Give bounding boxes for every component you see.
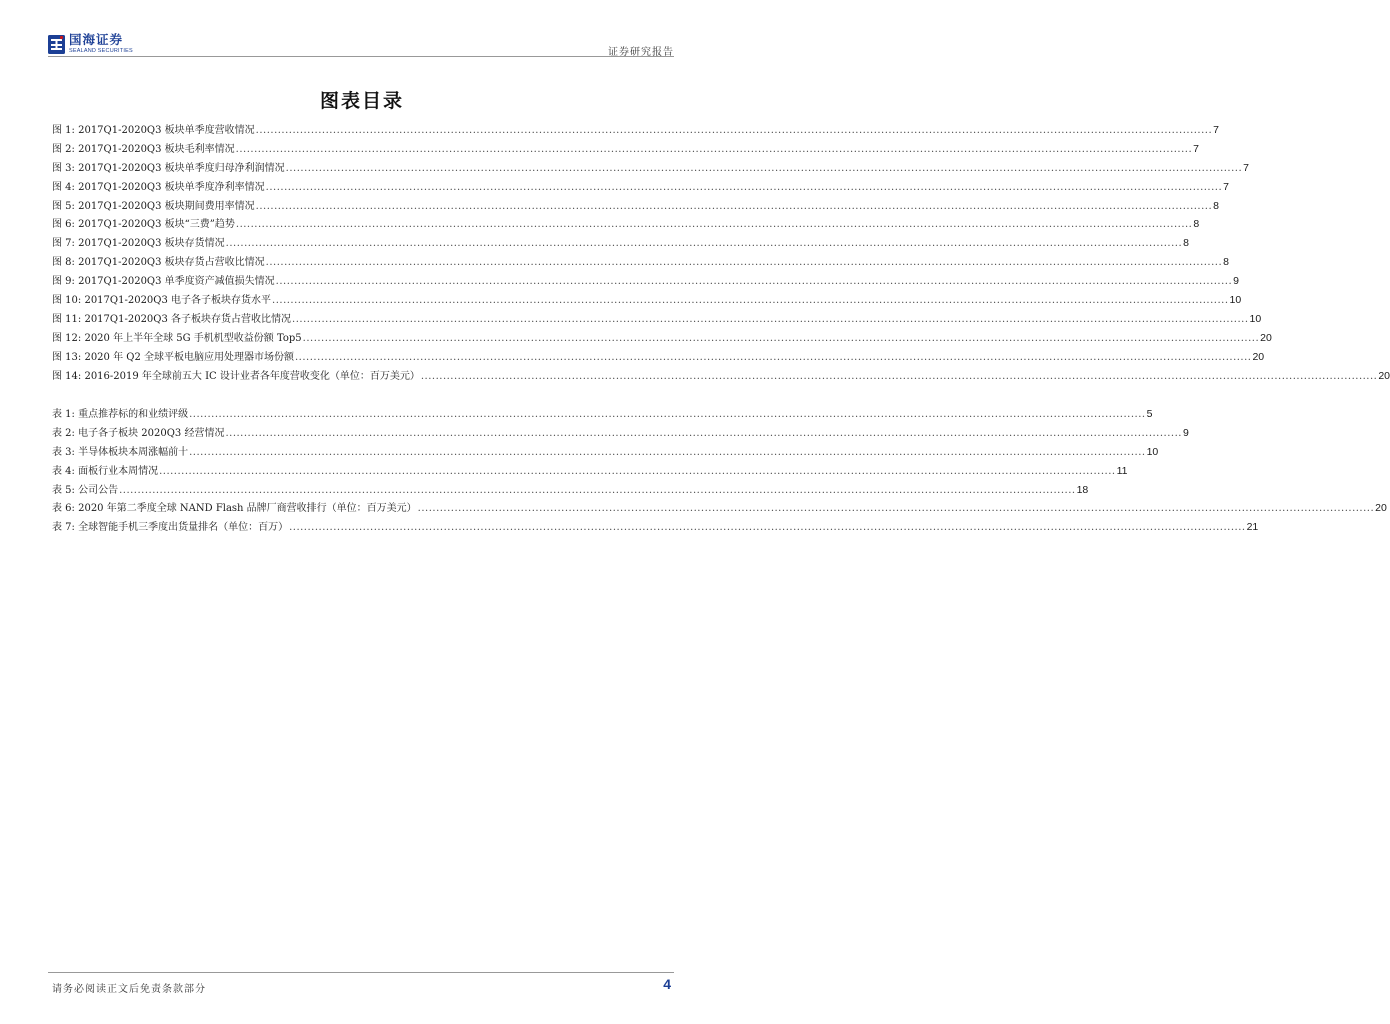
dot-leader: .................................................................................................................................................................................................................................................................... xyxy=(225,427,1182,439)
toc-entry-label: 表 7: 全球智能手机三季度出货量排名（单位：百万） xyxy=(52,522,289,534)
toc-entry-page: 20 xyxy=(1260,331,1272,344)
toc-entry-page: 10 xyxy=(1249,312,1262,325)
toc-entry-page: 11 xyxy=(1116,464,1128,477)
table-toc-entry[interactable] xyxy=(52,481,1089,500)
figure-toc-entry[interactable] xyxy=(52,197,1219,216)
logo-english-name: SEALAND SECURITIES xyxy=(69,47,133,54)
toc-entry-page: 8 xyxy=(1223,256,1229,269)
toc-entry-label: 图 5: 2017Q1-2020Q3 板块期间费用率情况 xyxy=(52,200,255,212)
dot-leader: .................................................................................................................................................................................................................................................................... xyxy=(159,465,1116,477)
page-number: 4 xyxy=(663,976,671,992)
table-toc-entry[interactable] xyxy=(52,518,1259,537)
figure-toc-entry[interactable] xyxy=(52,253,1229,272)
figure-toc-entry[interactable] xyxy=(52,291,1242,310)
page-header xyxy=(48,30,674,58)
report-type-label: 证券研究报告 xyxy=(608,47,674,58)
table-toc-entry[interactable] xyxy=(52,499,1387,518)
figure-toc-entry[interactable] xyxy=(52,234,1189,253)
figure-toc-entry[interactable] xyxy=(52,310,1262,329)
logo-chinese-name: 国海证券 xyxy=(69,32,124,47)
toc-entry-page: 7 xyxy=(1213,124,1219,136)
toc-entry-label: 图 1: 2017Q1-2020Q3 板块单季度营收情况 xyxy=(52,125,255,136)
toc-entry-label: 表 1: 重点推荐标的和业绩评级 xyxy=(52,409,189,420)
figure-toc-entry[interactable] xyxy=(52,178,1229,197)
figure-toc-entry[interactable] xyxy=(52,140,1199,159)
toc-entry-page: 7 xyxy=(1193,142,1199,155)
toc-entry-label: 图 6: 2017Q1-2020Q3 板块“三费”趋势 xyxy=(52,219,235,231)
toc-entry-page: 9 xyxy=(1233,275,1239,288)
toc-entry-page: 10 xyxy=(1146,445,1159,458)
figure-toc-entry[interactable] xyxy=(52,348,1265,367)
disclaimer-note: 请务必阅读正文后免责条款部分 xyxy=(52,984,206,995)
figure-toc-entry[interactable] xyxy=(52,329,1272,348)
dot-leader: .................................................................................................................................................................................................................................................................... xyxy=(275,276,1233,288)
dot-leader: .................................................................................................................................................................................................................................................................... xyxy=(420,370,1378,382)
toc-entry-page: 20 xyxy=(1378,369,1390,382)
toc-entry-page: 7 xyxy=(1243,161,1249,174)
toc-entry-page: 10 xyxy=(1229,294,1242,307)
toc-entry-page: 7 xyxy=(1223,180,1229,193)
table-toc-entry[interactable] xyxy=(52,424,1189,443)
toc-entry-label: 图 14: 2016-2019 年全球前五大 IC 设计业者各年度营收变化（单位：百万美元） xyxy=(52,370,420,382)
toc-entry-label: 图 10: 2017Q1-2020Q3 电子各子板块存货水平 xyxy=(52,295,272,307)
dot-leader: .................................................................................................................................................................................................................................................................... xyxy=(285,162,1243,174)
company-logo xyxy=(48,34,133,54)
toc-entry-page: 18 xyxy=(1076,483,1089,496)
dot-leader: .................................................................................................................................................................................................................................................................... xyxy=(265,257,1223,269)
figure-toc-entry[interactable] xyxy=(52,215,1200,234)
toc-entry-label: 图 9: 2017Q1-2020Q3 单季度资产减值损失情况 xyxy=(52,276,275,288)
table-toc-entry[interactable] xyxy=(52,462,1128,481)
toc-entry-page: 9 xyxy=(1182,426,1189,439)
figure-toc-entry[interactable] xyxy=(52,367,1390,386)
table-toc-entry[interactable] xyxy=(52,405,1153,424)
dot-leader: .................................................................................................................................................................................................................................................................... xyxy=(235,219,1193,231)
page-title: 图表目录 xyxy=(319,90,404,112)
dot-leader: .................................................................................................................................................................................................................................................................... xyxy=(292,313,1249,325)
dot-leader: .................................................................................................................................................................................................................................................................... xyxy=(272,295,1229,307)
dot-leader: .................................................................................................................................................................................................................................................................... xyxy=(189,446,1146,458)
toc-entry-page: 5 xyxy=(1146,408,1153,420)
figure-toc-entry[interactable] xyxy=(52,121,1219,140)
dot-leader: .................................................................................................................................................................................................................................................................... xyxy=(255,125,1213,136)
figure-list xyxy=(52,121,1390,385)
toc-entry-label: 图 7: 2017Q1-2020Q3 板块存货情况 xyxy=(52,238,225,250)
dot-leader: .................................................................................................................................................................................................................................................................... xyxy=(235,143,1193,155)
toc-entry-label: 表 5: 公司公告 xyxy=(52,484,119,496)
dot-leader: .................................................................................................................................................................................................................................................................... xyxy=(289,522,1246,534)
toc-entry-page: 8 xyxy=(1183,237,1189,250)
toc-entry-page: 8 xyxy=(1193,218,1200,231)
footer-divider xyxy=(48,972,674,973)
dot-leader: .................................................................................................................................................................................................................................................................... xyxy=(302,332,1260,344)
header-divider xyxy=(48,56,674,57)
toc-entry-label: 图 8: 2017Q1-2020Q3 板块存货占营收比情况 xyxy=(52,257,265,269)
toc-entry-label: 表 6: 2020 年第二季度全球 NAND Flash 品牌厂商营收排行（单位：百万美元） xyxy=(52,503,417,515)
toc-entry-label: 图 2: 2017Q1-2020Q3 板块毛利率情况 xyxy=(52,143,235,155)
toc-entry-page: 20 xyxy=(1252,350,1265,363)
dot-leader: .................................................................................................................................................................................................................................................................... xyxy=(225,238,1183,250)
toc-entry-page: 8 xyxy=(1213,199,1219,212)
table-list xyxy=(52,405,1387,537)
dot-leader: .................................................................................................................................................................................................................................................................... xyxy=(417,503,1375,515)
toc-entry-label: 表 2: 电子各子板块 2020Q3 经营情况 xyxy=(52,427,225,439)
dot-leader: .................................................................................................................................................................................................................................................................... xyxy=(295,351,1252,363)
toc-entry-label: 表 3: 半导体板块本周涨幅前十 xyxy=(52,446,189,458)
dot-leader: .................................................................................................................................................................................................................................................................... xyxy=(189,409,1146,420)
figure-toc-entry[interactable] xyxy=(52,272,1239,291)
dot-leader: .................................................................................................................................................................................................................................................................... xyxy=(265,181,1223,193)
toc-entry-page: 20 xyxy=(1375,502,1387,515)
toc-entry-label: 图 3: 2017Q1-2020Q3 板块单季度归母净利润情况 xyxy=(52,162,285,174)
toc-entry-label: 表 4: 面板行业本周情况 xyxy=(52,465,159,477)
dot-leader: .................................................................................................................................................................................................................................................................... xyxy=(119,484,1076,496)
toc-entry-label: 图 12: 2020 年上半年全球 5G 手机机型收益份额 Top5 xyxy=(52,332,302,344)
toc-entry-label: 图 13: 2020 年 Q2 全球平板电脑应用处理器市场份额 xyxy=(52,351,294,363)
toc-entry-page: 21 xyxy=(1246,521,1259,534)
sealand-logo-icon xyxy=(48,35,65,54)
toc-entry-label: 图 11: 2017Q1-2020Q3 各子板块存货占营收比情况 xyxy=(52,313,292,325)
toc-entry-label: 图 4: 2017Q1-2020Q3 板块单季度净利率情况 xyxy=(52,181,265,193)
dot-leader: .................................................................................................................................................................................................................................................................... xyxy=(255,200,1213,212)
table-toc-entry[interactable] xyxy=(52,443,1159,462)
figure-toc-entry[interactable] xyxy=(52,159,1249,178)
